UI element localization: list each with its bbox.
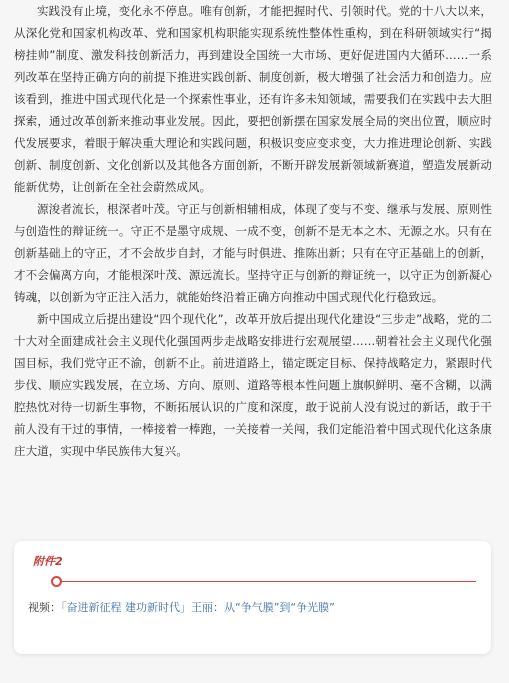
appendix-divider [62, 581, 476, 582]
video-label: 视频： [28, 601, 61, 614]
article-paragraph: 源浚者流长，根深者叶茂。守正与创新相辅相成，体现了变与不变、继承与发展、原则性与创造性的辩证统一。守正不是墨守成规、一成不变，创新不是无本之木、无源之水。只有在创新基础上的守正，才不会故步自封，才能与时俱进、推陈出新；只有在守正基础上的创新，才不会偏离方向，才能根深叶茂、源远流长。坚持守正与创新的辩证统一，以守正为创新凝心铸魂，以创新为守正注入活力，就能始终沿着正确方向推动中国式现代化行稳致远。 [14, 202, 492, 304]
timeline-dot-icon [51, 576, 62, 587]
appendix-card [14, 541, 491, 654]
appendix-title: 附件2 [33, 555, 63, 568]
article-paragraph: 实践没有止境，变化永不停息。唯有创新，才能把握时代、引领时代。党的十八大以来，从深化党和国家机构改革、党和国家机构职能实现系统性整体性重构，到在科研领域实行“揭榜挂帅”制度、激发科技创新活力，再到建设全国统一大市场、更好促进国内大循环……一系列改革在坚持正确方向的前提下推进实践创新、制度创新，极大增强了社会活力和创造力。应该看到，推进中国式现代化是一个探索性事业，还有许多未知领域，需要我们在实践中去大胆探索，通过改革创新来推动事业发展。因此，要把创新摆在国家发展全局的突出位置，顺应时代发展要求，着眼于解决重大理论和实践问题，积极识变应变求变，大力推进理论创新、实践创新、制度创新、文化创新以及其他各方面创新，不断开辟发展新领域新赛道，塑造发展新动能新优势，让创新在全社会蔚然成风。 [14, 4, 492, 194]
video-link[interactable]: 「奋进新征程 建功新时代」王丽：从“争气膜”到“争光膜” [61, 601, 335, 614]
appendix-video-link-row [28, 600, 335, 616]
article-paragraph: 新中国成立后提出建设“四个现代化”，改革开放后提出现代化建设“三步走”战略，党的二十大对全面建成社会主义现代化强国两步走战略安排进行宏观展望……朝着社会主义现代化强国目标，我们党守正不渝，创新不止。前进道路上，锚定既定目标、保持战略定力，紧跟时代步伐、顺应实践发展，在立场、方向、原则、道路等根本性问题上旗帜鲜明、毫不含糊，以满腔热忱对待一切新生事物，不断拓展认识的广度和深度，敢于说前人没有说过的新话，敢于干前人没有干过的事情，一棒接着一棒跑，一关接着一关闯，我们定能沿着中国式现代化这条康庄大道，实现中华民族伟大复兴。 [14, 312, 492, 458]
article-body [14, 0, 492, 462]
